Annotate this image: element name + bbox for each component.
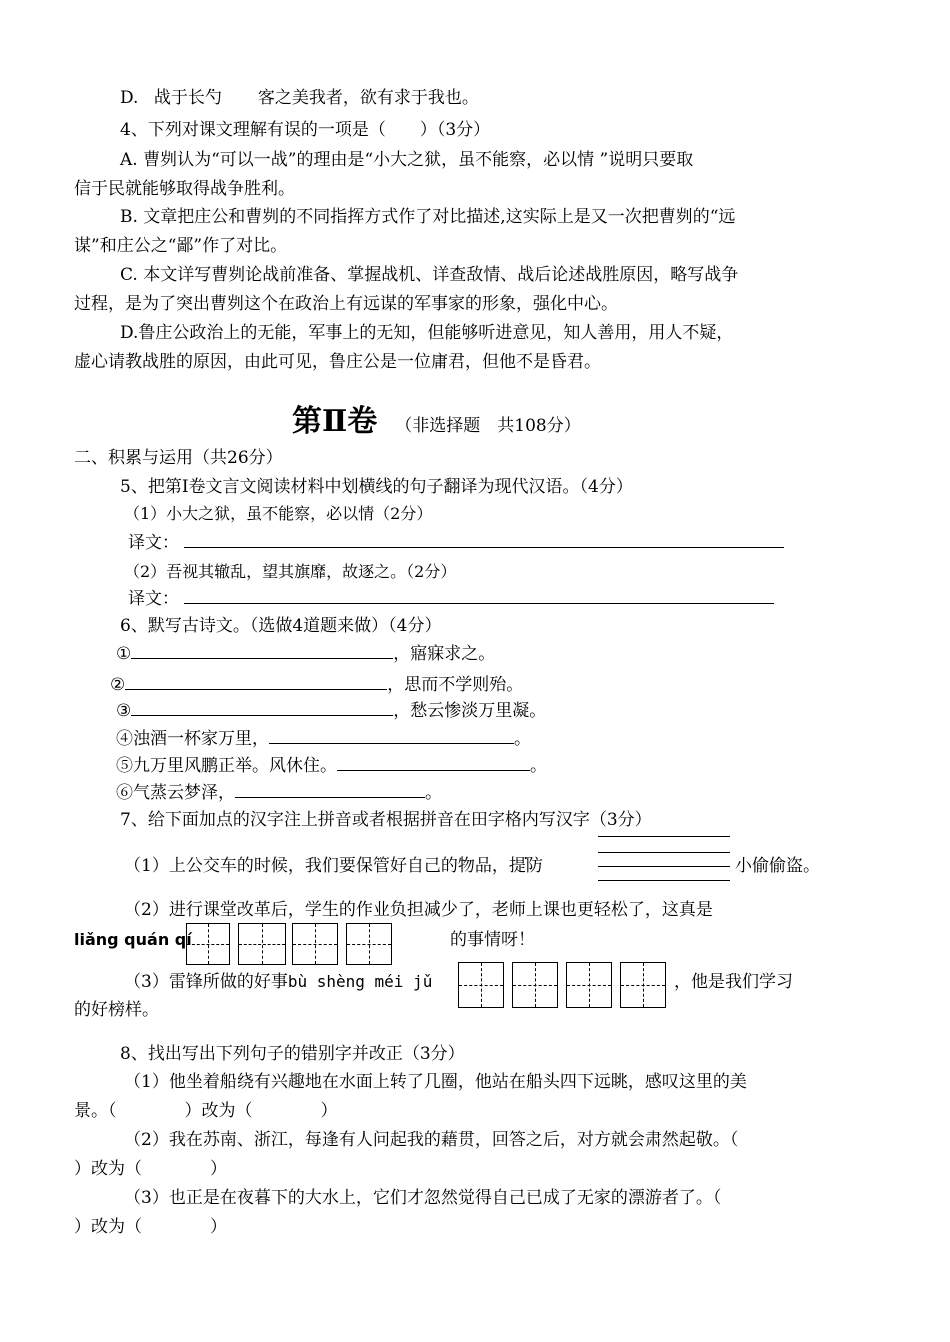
- pinyin-line[interactable]: [598, 880, 730, 881]
- q5-sentence-1: （1）小大之狱，虽不能察，必以情（2分）: [124, 504, 433, 523]
- tianzige-cell[interactable]: [346, 923, 392, 965]
- q7-sentence-1-end: 小偷偷盗。: [735, 856, 820, 876]
- tianzige-cell[interactable]: [458, 962, 504, 1008]
- part-subtitle: （非选择题 共108分）: [395, 416, 581, 436]
- tianzige-cell[interactable]: [186, 923, 230, 965]
- q7-sentence-3-cont: 的好榜样。: [74, 1000, 159, 1020]
- q8-sentence-2: （2）我在苏南、浙江，每逢有人问起我的藉贯，回答之后，对方就会肃然起敬。（: [124, 1130, 739, 1150]
- q8-sentence-2-answer: ）改为（ ）: [74, 1159, 227, 1179]
- pinyin-line[interactable]: [598, 836, 730, 837]
- dotted-word: 提防: [508, 856, 543, 876]
- q7-sentence-3-end: ，他是我们学习: [674, 972, 793, 992]
- q5-stem: 5、把第Ⅰ卷文言文阅读材料中划横线的句子翻译为现代汉语。（4分）: [120, 477, 633, 497]
- q4-option-d-cont: 虚心请教战胜的原因，由此可见，鲁庄公是一位庸君，但他不是昏君。: [74, 352, 601, 372]
- q7-pinyin-2: liǎng quán qí: [74, 930, 192, 949]
- q4-option-b-cont: 谋”和庄公之“鄙”作了对比。: [74, 236, 288, 256]
- q7-sentence-2: （2）进行课堂改革后，学生的作业负担减少了，老师上课也更轻松了，这真是: [124, 900, 713, 920]
- answer-line[interactable]: [184, 586, 774, 604]
- q8-sentence-3: （3）也正是在夜暮下的大水上，它们才忽然觉得自己已成了无家的漂游者了。（: [124, 1188, 722, 1208]
- q4-option-c-cont: 过程，是为了突出曹刿这个在政治上有远谋的军事家的形象，强化中心。: [74, 294, 618, 314]
- q6-line-3: ③ ，愁云惨淡万里凝。: [116, 698, 546, 723]
- q8-sentence-1-answer: 景。（ ）改为（ ）: [74, 1101, 338, 1121]
- option-label: D.: [120, 88, 139, 108]
- q6-line-2: ② ，思而不学则殆。: [110, 672, 523, 697]
- q6-line-6: ⑥气蒸云梦泽， 。: [116, 780, 442, 805]
- q3-option-d: D. 战于长勺 客之美我者，欲有求于我也。: [120, 88, 479, 108]
- q7-sentence-2-end: 的事情呀！: [450, 930, 535, 950]
- tianzige-cell[interactable]: [292, 923, 338, 965]
- tianzige-cell[interactable]: [566, 962, 612, 1008]
- q8-sentence-3-answer: ）改为（ ）: [74, 1217, 227, 1237]
- section-heading: 二、积累与运用（共26分）: [74, 448, 283, 468]
- answer-line[interactable]: [235, 780, 425, 798]
- q8-stem: 8、找出写出下列句子的错别字并改正（3分）: [120, 1044, 465, 1064]
- answer-line[interactable]: [131, 698, 393, 716]
- pinyin-line[interactable]: [598, 852, 730, 853]
- q4-option-a-cont: 信于民就能够取得战争胜利。: [74, 179, 295, 199]
- q6-line-4: ④浊酒一杯家万里， 。: [116, 726, 531, 751]
- dotted-char: 求: [393, 88, 411, 108]
- q4-option-c: C. 本文详写曹刿论战前准备、掌握战机、详查敌情、战后论述战胜原因，略写战争: [120, 265, 739, 285]
- answer-line[interactable]: [184, 530, 784, 548]
- q6-stem: 6、默写古诗文。（选做4道题来做）（4分）: [120, 616, 442, 636]
- answer-line[interactable]: [131, 641, 393, 659]
- q4-option-a: A. 曹刿认为“可以一战”的理由是“小大之狱，虽不能察，必以情 ”说明只要取: [120, 150, 694, 170]
- q7-pinyin-3: bù shèng méi jǔ: [287, 972, 433, 991]
- dotted-char: 勺: [204, 88, 222, 108]
- q5-sentence-2: （2）吾视其辙乱，望其旗靡，故逐之。（2分）: [124, 562, 457, 581]
- answer-line[interactable]: [125, 672, 387, 690]
- q6-line-5: ⑤九万里风鹏正举。风休住。 。: [116, 753, 547, 778]
- answer-line[interactable]: [269, 726, 514, 744]
- q5-answer-1: 译文：: [128, 530, 784, 555]
- q6-line-1: ① ，寤寐求之。: [116, 641, 495, 666]
- q4-option-d: D.鲁庄公政治上的无能，军事上的无知，但能够听进意见，知人善用，用人不疑，: [120, 323, 734, 343]
- part-title: 第Ⅱ卷 （非选择题 共108分）: [292, 404, 581, 439]
- q4-option-b: B. 文章把庄公和曹刿的不同指挥方式作了对比描述,这实际上是又一次把曹刿的“远: [120, 207, 736, 227]
- tianzige-cell[interactable]: [238, 923, 286, 965]
- answer-line[interactable]: [337, 753, 530, 771]
- pinyin-line[interactable]: [598, 866, 730, 867]
- q7-sentence-3: （3）雷锋所做的好事bù shèng méi jǔ: [124, 972, 433, 992]
- q7-stem: 7、给下面加点的汉字注上拼音或者根据拼音在田字格内写汉字（3分）: [120, 810, 652, 830]
- tianzige-cell[interactable]: [620, 962, 666, 1008]
- q8-sentence-1: （1）他坐着船绕有兴趣地在水面上转了几圈，他站在船头四下远眺，感叹这里的美: [124, 1072, 747, 1092]
- q5-answer-2: 译文：: [128, 586, 774, 611]
- q7-sentence-1: （1）上公交车的时候，我们要保管好自己的物品，提防: [124, 856, 543, 876]
- q4-stem: 4、下列对课文理解有误的一项是（ ）（3分）: [120, 120, 491, 140]
- tianzige-cell[interactable]: [512, 962, 558, 1008]
